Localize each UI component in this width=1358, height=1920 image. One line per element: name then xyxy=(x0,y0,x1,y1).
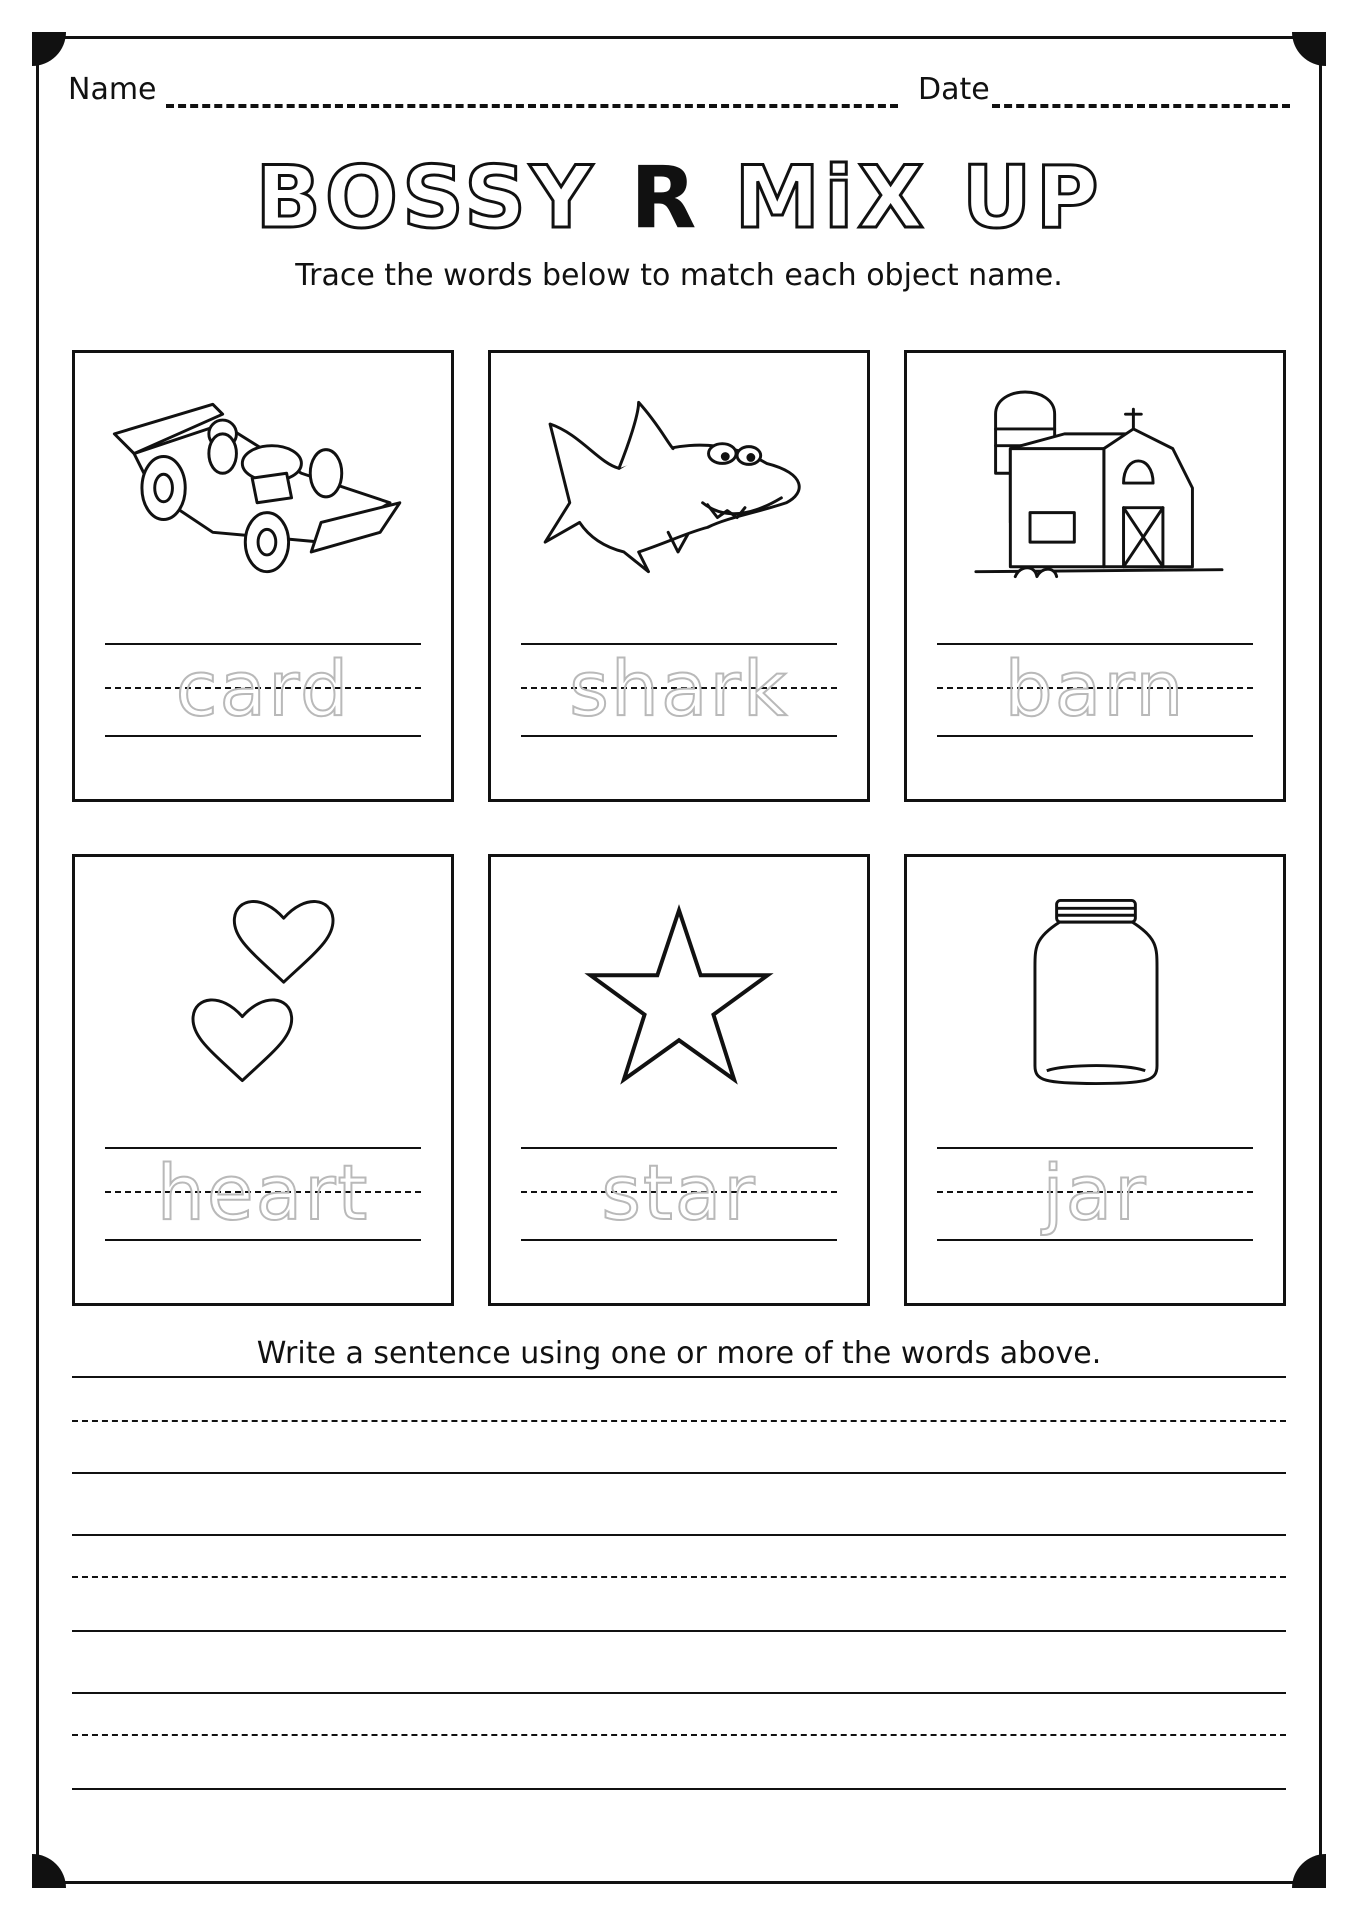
barn-icon xyxy=(907,353,1283,623)
sentence-writing-area[interactable] xyxy=(72,1372,1286,1792)
tracing-lines[interactable] xyxy=(521,1147,837,1257)
title-part-1: BOSSY xyxy=(255,148,631,248)
race-car-icon xyxy=(75,353,451,623)
trace-word: jar xyxy=(1042,1148,1148,1237)
sentence-instruction: Write a sentence using one or more of the words above. xyxy=(256,1336,1102,1371)
header xyxy=(68,72,1290,116)
word-card-heart xyxy=(72,854,454,1306)
tracing-lines[interactable] xyxy=(105,1147,421,1257)
page-title xyxy=(0,148,1358,248)
name-field[interactable] xyxy=(166,104,898,108)
trace-word: star xyxy=(601,1148,757,1237)
tracing-lines[interactable] xyxy=(937,1147,1253,1257)
trace-word: barn xyxy=(1004,644,1186,733)
date-field[interactable] xyxy=(992,104,1290,108)
name-label: Name xyxy=(68,72,157,107)
tracing-lines[interactable] xyxy=(521,643,837,753)
word-card-shark xyxy=(488,350,870,802)
word-card-jar xyxy=(904,854,1286,1306)
word-card-card xyxy=(72,350,454,802)
title-part-2: R xyxy=(630,148,701,248)
jar-icon xyxy=(907,857,1283,1127)
trace-word: card xyxy=(175,644,351,733)
shark-icon xyxy=(491,353,867,623)
trace-word: shark xyxy=(569,644,789,733)
title-part-3: MiX UP xyxy=(700,148,1103,248)
word-card-barn xyxy=(904,350,1286,802)
hearts-icon xyxy=(75,857,451,1127)
word-card-star xyxy=(488,854,870,1306)
tracing-lines[interactable] xyxy=(937,643,1253,753)
tracing-lines[interactable] xyxy=(105,643,421,753)
trace-word: heart xyxy=(156,1148,370,1237)
star-icon xyxy=(491,857,867,1127)
trace-instruction: Trace the words below to match each object name. xyxy=(295,258,1063,293)
date-label: Date xyxy=(918,72,990,107)
